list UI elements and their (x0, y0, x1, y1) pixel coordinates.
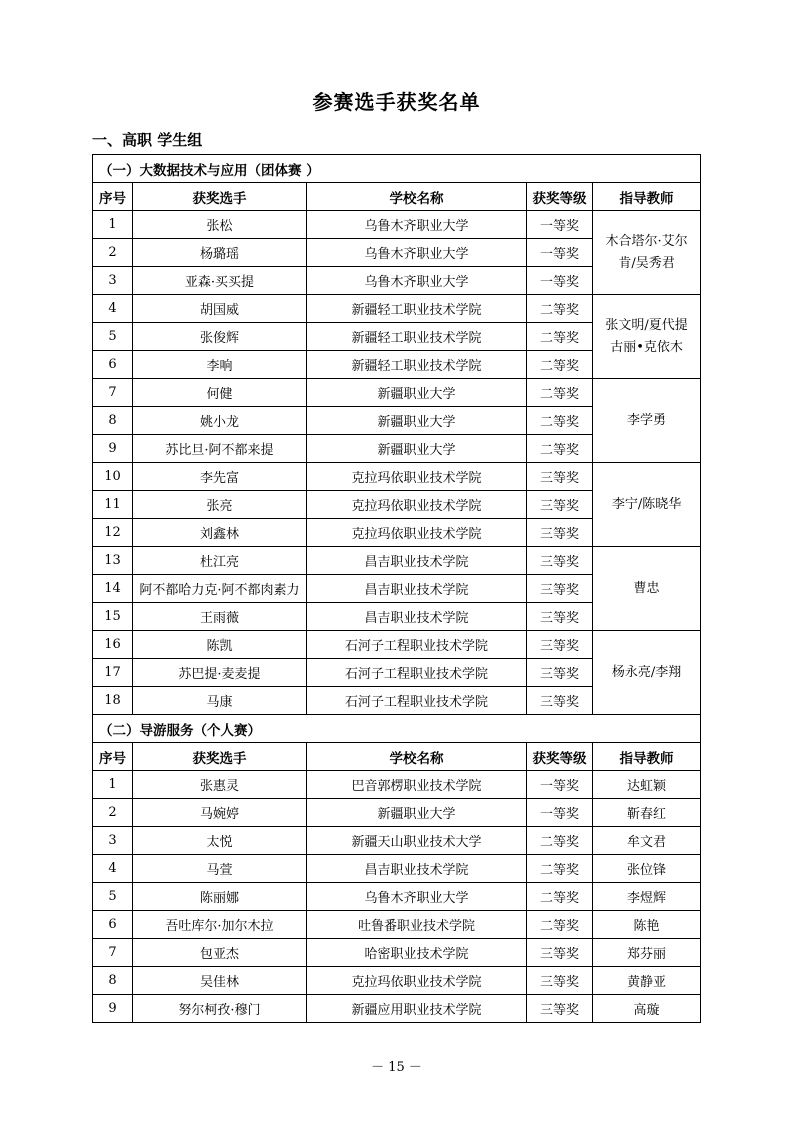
player-name: 李响 (133, 351, 307, 379)
instructor-name: 高璇 (593, 995, 701, 1023)
player-name: 苏巴提·麦麦提 (133, 659, 307, 687)
player-name: 阿不都哈力克·阿不都肉素力 (133, 575, 307, 603)
player-name: 马婉婷 (133, 799, 307, 827)
school-name: 克拉玛依职业技术学院 (307, 519, 527, 547)
award-level: 二等奖 (527, 379, 593, 407)
instructor-name: 达虹颖 (593, 771, 701, 799)
instructor-name: 陈艳 (593, 911, 701, 939)
player-name: 亚森·买买提 (133, 267, 307, 295)
row-number: 12 (93, 519, 133, 547)
column-header: 序号 (93, 743, 133, 771)
school-name: 昌吉职业技术学院 (307, 547, 527, 575)
award-level: 三等奖 (527, 491, 593, 519)
school-name: 巴音郭楞职业技术学院 (307, 771, 527, 799)
school-name: 乌鲁木齐职业大学 (307, 239, 527, 267)
row-number: 14 (93, 575, 133, 603)
player-name: 杨璐瑶 (133, 239, 307, 267)
award-level: 二等奖 (527, 323, 593, 351)
player-name: 马萱 (133, 855, 307, 883)
row-number: 6 (93, 911, 133, 939)
award-level: 三等奖 (527, 519, 593, 547)
section-heading: 一、高职 学生组 (92, 131, 203, 149)
school-name: 新疆轻工职业技术学院 (307, 323, 527, 351)
row-number: 5 (93, 883, 133, 911)
row-number: 2 (93, 799, 133, 827)
school-name: 乌鲁木齐职业大学 (307, 267, 527, 295)
player-name: 努尔柯孜·穆门 (133, 995, 307, 1023)
player-name: 何健 (133, 379, 307, 407)
award-level: 一等奖 (527, 267, 593, 295)
player-name: 张亮 (133, 491, 307, 519)
award-level: 三等奖 (527, 463, 593, 491)
row-number: 5 (93, 323, 133, 351)
player-name: 太悦 (133, 827, 307, 855)
player-name: 吴佳林 (133, 967, 307, 995)
table-row (93, 827, 701, 855)
header-row (93, 743, 701, 771)
table-row (93, 855, 701, 883)
table-row (93, 295, 701, 323)
award-level: 二等奖 (527, 295, 593, 323)
player-name: 陈丽娜 (133, 883, 307, 911)
table-row (93, 211, 701, 239)
award-level: 三等奖 (527, 967, 593, 995)
group-title-row (93, 715, 701, 743)
instructor-name: 李煜辉 (593, 883, 701, 911)
column-header: 指导教师 (593, 183, 701, 211)
school-name: 克拉玛依职业技术学院 (307, 463, 527, 491)
school-name: 新疆天山职业技术大学 (307, 827, 527, 855)
award-level: 一等奖 (527, 211, 593, 239)
column-header: 获奖等级 (527, 183, 593, 211)
school-name: 石河子工程职业技术学院 (307, 659, 527, 687)
instructor-name: 李学勇 (593, 379, 701, 463)
row-number: 6 (93, 351, 133, 379)
row-number: 17 (93, 659, 133, 687)
table-row (93, 379, 701, 407)
player-name: 杜江亮 (133, 547, 307, 575)
table-row (93, 463, 701, 491)
school-name: 新疆职业大学 (307, 379, 527, 407)
school-name: 昌吉职业技术学院 (307, 603, 527, 631)
instructor-name: 木合塔尔·艾尔肯/吴秀君 (593, 211, 701, 295)
award-level: 二等奖 (527, 407, 593, 435)
row-number: 4 (93, 855, 133, 883)
player-name: 姚小龙 (133, 407, 307, 435)
row-number: 10 (93, 463, 133, 491)
award-level: 三等奖 (527, 939, 593, 967)
school-name: 新疆职业大学 (307, 435, 527, 463)
table-row (93, 967, 701, 995)
award-level: 二等奖 (527, 855, 593, 883)
column-header: 指导教师 (593, 743, 701, 771)
school-name: 石河子工程职业技术学院 (307, 631, 527, 659)
row-number: 1 (93, 211, 133, 239)
player-name: 李先富 (133, 463, 307, 491)
school-name: 吐鲁番职业技术学院 (307, 911, 527, 939)
award-level: 二等奖 (527, 435, 593, 463)
instructor-name: 郑芬丽 (593, 939, 701, 967)
column-header: 序号 (93, 183, 133, 211)
award-level: 三等奖 (527, 631, 593, 659)
school-name: 新疆应用职业技术学院 (307, 995, 527, 1023)
row-number: 15 (93, 603, 133, 631)
player-name: 张惠灵 (133, 771, 307, 799)
player-name: 张俊辉 (133, 323, 307, 351)
award-level: 一等奖 (527, 239, 593, 267)
award-level: 一等奖 (527, 771, 593, 799)
award-level: 二等奖 (527, 883, 593, 911)
school-name: 石河子工程职业技术学院 (307, 687, 527, 715)
award-level: 三等奖 (527, 575, 593, 603)
table-row (93, 771, 701, 799)
row-number: 7 (93, 379, 133, 407)
player-name: 胡国威 (133, 295, 307, 323)
table-row (93, 939, 701, 967)
table-row (93, 911, 701, 939)
award-level: 二等奖 (527, 827, 593, 855)
column-header: 学校名称 (307, 743, 527, 771)
table-row (93, 547, 701, 575)
instructor-name: 牟文君 (593, 827, 701, 855)
row-number: 4 (93, 295, 133, 323)
school-name: 新疆职业大学 (307, 799, 527, 827)
instructor-name: 靳春红 (593, 799, 701, 827)
player-name: 包亚杰 (133, 939, 307, 967)
school-name: 新疆轻工职业技术学院 (307, 295, 527, 323)
row-number: 8 (93, 407, 133, 435)
award-level: 二等奖 (527, 911, 593, 939)
school-name: 克拉玛依职业技术学院 (307, 967, 527, 995)
column-header: 获奖选手 (133, 183, 307, 211)
page-number: － 15 － (371, 1060, 422, 1075)
school-name: 新疆职业大学 (307, 407, 527, 435)
row-number: 1 (93, 771, 133, 799)
instructor-name: 曹忠 (593, 547, 701, 631)
player-name: 张松 (133, 211, 307, 239)
instructor-name: 张文明/夏代提古丽•克依木 (593, 295, 701, 379)
award-level: 三等奖 (527, 659, 593, 687)
instructor-name: 黄静亚 (593, 967, 701, 995)
player-name: 王雨薇 (133, 603, 307, 631)
player-name: 苏比旦·阿不都来提 (133, 435, 307, 463)
column-header: 获奖等级 (527, 743, 593, 771)
award-level: 三等奖 (527, 995, 593, 1023)
group-title-row (93, 155, 701, 183)
row-number: 3 (93, 267, 133, 295)
group-title: （一）大数据技术与应用（团体赛 ） (93, 155, 701, 183)
instructor-name: 李宁/陈晓华 (593, 463, 701, 547)
school-name: 昌吉职业技术学院 (307, 855, 527, 883)
school-name: 昌吉职业技术学院 (307, 575, 527, 603)
column-header: 学校名称 (307, 183, 527, 211)
row-number: 2 (93, 239, 133, 267)
player-name: 陈凯 (133, 631, 307, 659)
header-row (93, 183, 701, 211)
award-level: 三等奖 (527, 547, 593, 575)
row-number: 11 (93, 491, 133, 519)
group-title: （二）导游服务（个人赛） (93, 715, 701, 743)
instructor-name: 张位锋 (593, 855, 701, 883)
row-number: 18 (93, 687, 133, 715)
row-number: 7 (93, 939, 133, 967)
row-number: 8 (93, 967, 133, 995)
player-name: 马康 (133, 687, 307, 715)
player-name: 刘鑫林 (133, 519, 307, 547)
award-level: 三等奖 (527, 603, 593, 631)
school-name: 哈密职业技术学院 (307, 939, 527, 967)
column-header: 获奖选手 (133, 743, 307, 771)
table-row (93, 799, 701, 827)
page-title: 参赛选手获奖名单 (312, 90, 481, 114)
school-name: 乌鲁木齐职业大学 (307, 211, 527, 239)
table-row (93, 883, 701, 911)
player-name: 吾吐库尔·加尔木拉 (133, 911, 307, 939)
row-number: 16 (93, 631, 133, 659)
award-level: 二等奖 (527, 351, 593, 379)
table-row (93, 995, 701, 1023)
table-row (93, 631, 701, 659)
school-name: 乌鲁木齐职业大学 (307, 883, 527, 911)
school-name: 新疆轻工职业技术学院 (307, 351, 527, 379)
award-level: 三等奖 (527, 687, 593, 715)
row-number: 9 (93, 435, 133, 463)
row-number: 13 (93, 547, 133, 575)
row-number: 3 (93, 827, 133, 855)
school-name: 克拉玛依职业技术学院 (307, 491, 527, 519)
award-level: 一等奖 (527, 799, 593, 827)
instructor-name: 杨永亮/李翔 (593, 631, 701, 715)
awards-table (92, 154, 701, 1023)
row-number: 9 (93, 995, 133, 1023)
